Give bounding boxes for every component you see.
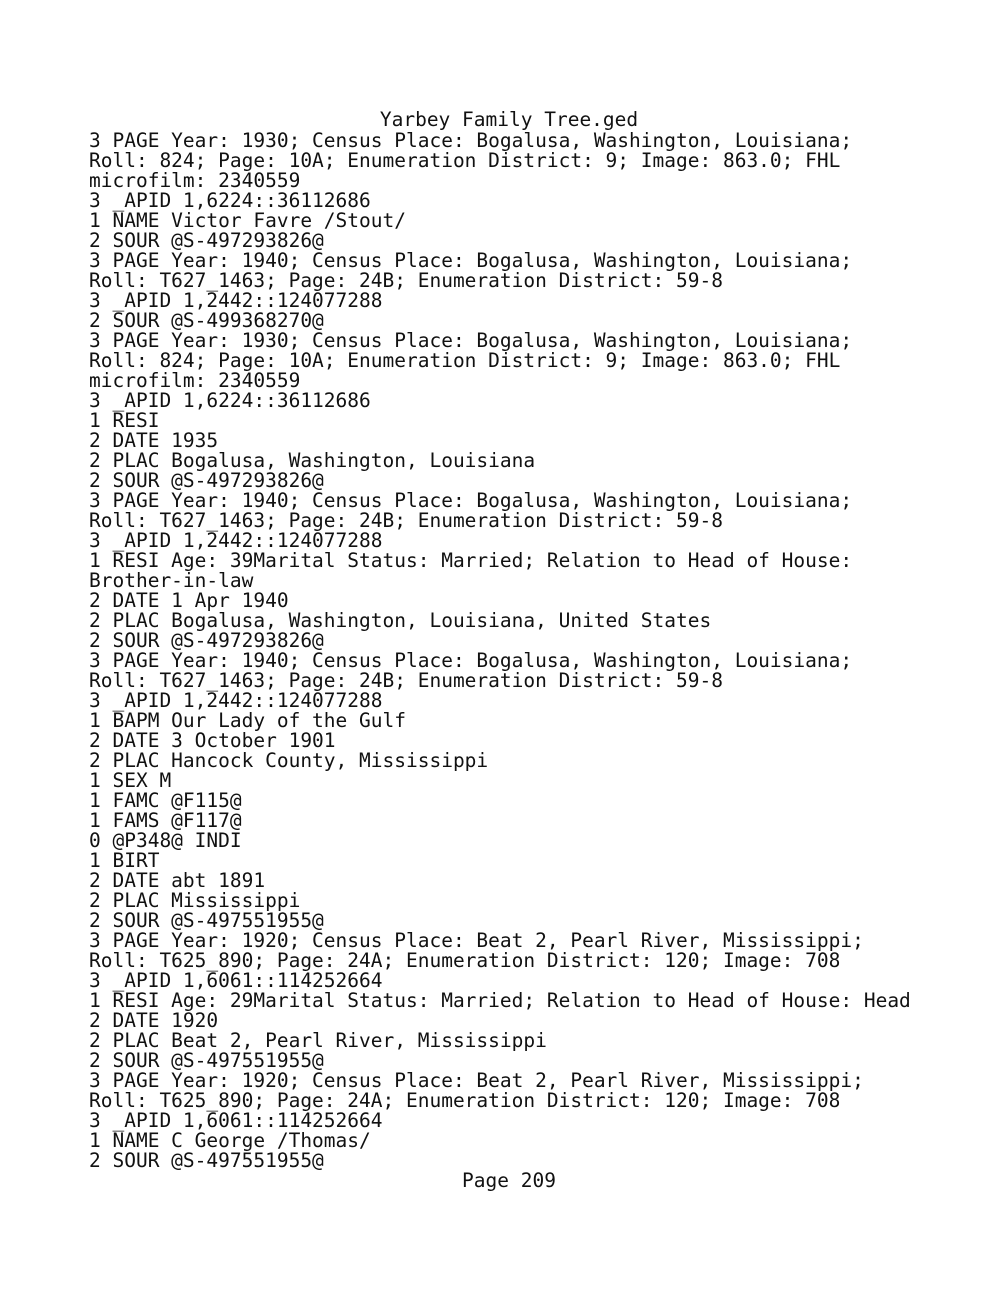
text-line: Roll: 824; Page: 10A; Enumeration District: 9; Image: 863.0; FHL bbox=[89, 149, 841, 172]
text-line: 3 _APID 1,2442::124077288 bbox=[89, 289, 383, 312]
text-line: 1 NAME Victor Favre /Stout/ bbox=[89, 209, 406, 232]
text-line: 3 PAGE Year: 1930; Census Place: Bogalusa, Washington, Louisiana; bbox=[89, 329, 853, 352]
text-line: 2 SOUR @S-497293826@ bbox=[89, 629, 324, 652]
text-line: 2 SOUR @S-499368270@ bbox=[89, 309, 324, 332]
text-line: 3 PAGE Year: 1930; Census Place: Bogalusa, Washington, Louisiana; bbox=[89, 129, 853, 152]
text-line: 2 DATE abt 1891 bbox=[89, 869, 266, 892]
text-line: 2 SOUR @S-497293826@ bbox=[89, 469, 324, 492]
text-line: 0 @P348@ INDI bbox=[89, 829, 242, 852]
document-title: Yarbey Family Tree.ged bbox=[379, 108, 639, 131]
text-line: 2 DATE 1935 bbox=[89, 429, 219, 452]
text-line: 3 PAGE Year: 1940; Census Place: Bogalusa, Washington, Louisiana; bbox=[89, 649, 853, 672]
text-line: Roll: T627_1463; Page: 24B; Enumeration District: 59-8 bbox=[89, 509, 723, 532]
text-line: 2 SOUR @S-497551955@ bbox=[89, 909, 324, 932]
text-line: 1 RESI Age: 39Marital Status: Married; Relation to Head of House: bbox=[89, 549, 853, 572]
text-line: 2 SOUR @S-497551955@ bbox=[89, 1049, 324, 1072]
text-line: 1 RESI Age: 29Marital Status: Married; Relation to Head of House: Head bbox=[89, 989, 911, 1012]
text-line: 2 PLAC Hancock County, Mississippi bbox=[89, 749, 489, 772]
text-line: 3 _APID 1,2442::124077288 bbox=[89, 529, 383, 552]
text-line: 3 PAGE Year: 1940; Census Place: Bogalusa, Washington, Louisiana; bbox=[89, 489, 853, 512]
text-line: 3 _APID 1,6224::36112686 bbox=[89, 389, 371, 412]
text-line: 3 PAGE Year: 1940; Census Place: Bogalusa, Washington, Louisiana; bbox=[89, 249, 853, 272]
text-line: 2 PLAC Bogalusa, Washington, Louisiana, United States bbox=[89, 609, 712, 632]
text-line: 3 PAGE Year: 1920; Census Place: Beat 2, Pearl River, Mississippi; bbox=[89, 929, 864, 952]
text-line: 1 BIRT bbox=[89, 849, 160, 872]
text-line: 3 PAGE Year: 1920; Census Place: Beat 2, Pearl River, Mississippi; bbox=[89, 1069, 864, 1092]
text-line: 2 DATE 1920 bbox=[89, 1009, 219, 1032]
text-line: 3 _APID 1,6224::36112686 bbox=[89, 189, 371, 212]
text-line: 2 PLAC Mississippi bbox=[89, 889, 301, 912]
text-line: 2 DATE 3 October 1901 bbox=[89, 729, 336, 752]
text-line: 3 _APID 1,6061::114252664 bbox=[89, 969, 383, 992]
text-line: 2 PLAC Beat 2, Pearl River, Mississippi bbox=[89, 1029, 547, 1052]
text-line: Roll: T627_1463; Page: 24B; Enumeration District: 59-8 bbox=[89, 669, 723, 692]
text-line: Roll: T625_890; Page: 24A; Enumeration District: 120; Image: 708 bbox=[89, 1089, 841, 1112]
text-line: 1 SEX M bbox=[89, 769, 172, 792]
text-line: Roll: 824; Page: 10A; Enumeration District: 9; Image: 863.0; FHL bbox=[89, 349, 841, 372]
text-line: Roll: T625_890; Page: 24A; Enumeration District: 120; Image: 708 bbox=[89, 949, 841, 972]
text-line: 2 DATE 1 Apr 1940 bbox=[89, 589, 289, 612]
text-line: 1 FAMS @F117@ bbox=[89, 809, 242, 832]
page-number: Page 209 bbox=[462, 1169, 556, 1192]
text-line: 2 PLAC Bogalusa, Washington, Louisiana bbox=[89, 449, 536, 472]
text-line: microfilm: 2340559 bbox=[89, 169, 301, 192]
text-line: Roll: T627_1463; Page: 24B; Enumeration District: 59-8 bbox=[89, 269, 723, 292]
text-line: Brother-in-law bbox=[89, 569, 254, 592]
text-line: 3 _APID 1,2442::124077288 bbox=[89, 689, 383, 712]
text-line: 1 NAME C George /Thomas/ bbox=[89, 1129, 371, 1152]
text-line: microfilm: 2340559 bbox=[89, 369, 301, 392]
text-line: 1 RESI bbox=[89, 409, 160, 432]
text-line: 1 BAPM Our Lady of the Gulf bbox=[89, 709, 406, 732]
text-line: 2 SOUR @S-497551955@ bbox=[89, 1149, 324, 1172]
text-line: 1 FAMC @F115@ bbox=[89, 789, 242, 812]
gedcom-text-body bbox=[89, 131, 989, 1171]
text-line: 2 SOUR @S-497293826@ bbox=[89, 229, 324, 252]
text-line: 3 _APID 1,6061::114252664 bbox=[89, 1109, 383, 1132]
